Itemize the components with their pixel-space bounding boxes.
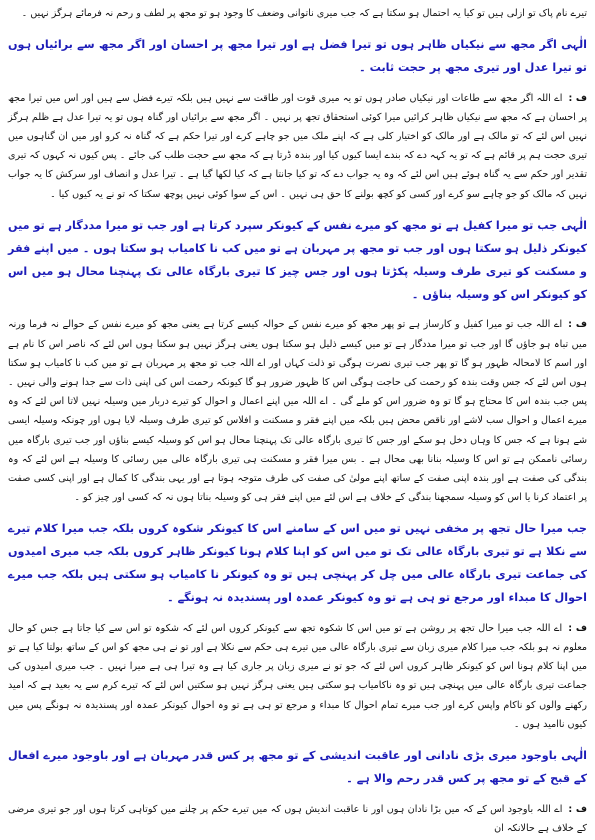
commentary-marker: ف : [568,803,587,815]
paragraph-text: اے اللہ جب تو میرا کفیل و کارساز ہے تو پھر مجھ کو میرے نفس کے حوالہ کیسے کرتا ہے یعنی مجھ کو میرے نفس کے حوالے نہ فرما ورنہ میں تباہ ہو جاؤں گا اور جب تو میرا مددگار ہے تو میں کیسے ذلیل ہو سکتا ہوں یعنی ہرگز نہیں ہو سکتا ہوں اس لئے کہ ناصر اس کا نام ہے اور اسم کا لامحالہ ظہور ہو گا تو پھر جب تیری نصرت ہوگی تو ذلت کہاں اور اے اللہ جب تو مجھ پر مہربان ہے تو میں کب نا کامیاب ہو سکتا ہوں اس لئے کہ جس وقت بندہ کو رحمت کی حاجت ہوگی اس کا ظہور ضرور ہو گا کیونکہ رحمت اس کی اپنی ذات سے جدا ہونے والی نہیں ۔ پس جب بندہ اس کا محتاج ہو گا تو وہ ضرور اس کو ملے گی ۔ اے اللہ میں اپنے اعمال و احوال کو تیرے دربار میں وسیلہ نہیں لاتا اس لئے کہ وہ میرے اعمال و احوال سب لاشے اور ناقص محض ہیں بلکہ میں اپنے فقر و مسکنت و افلاس کو تیری طرف وسیلہ لایا ہوں اور چونکہ وسیلہ ایسی شے ہونا ہے کہ جس کا وہاں دخل ہو سکے اور جس کا تیری بارگاہ عالی تک پہنچنا محال ہو اس کو وسیلہ کیسے بناؤں اور جب تیری بارگاہ میں رسائی ناممکن ہے تو اس کا وسیلہ بنانا بھی محال ہے ۔ بس میرا فقر و مسکنت ہی تیری بارگاہ عالی میں رسائی کا وسیلہ ہے اس لئے کہ وہ بندگی کی صفت ہے اور بندہ اپنی صفت کے ساتھ اپنے مولیٰ کی صفت کی طرف متوجہ ہوتا ہے اور یہی بندگی کا کمال ہے اور اپنی کسی صفت پر اعتماد کرنا یا اس کو وسیلہ سمجھنا بندگی کے خلاف ہے اس لئے میں اپنے فقر ہی کو وسیلہ بناتا ہوں نہ کہ کسی اور چیز کو ۔ [8,319,587,504]
commentary-paragraph [8,619,587,734]
commentary-marker: ف : [568,622,588,634]
dua-heading [8,517,587,609]
commentary-paragraph [8,800,587,838]
commentary-paragraph [8,89,587,204]
commentary-marker: ف : [568,92,587,104]
dua-heading [8,744,587,790]
commentary-paragraph [8,315,587,507]
commentary-marker: ف : [568,319,587,331]
heading-text: الٰہی جب تو میرا کفیل ہے تو مجھ کو میرے نفس کے کیونکر سپرد کرتا ہے اور جب تو میرا مددگار ہے تو میں کیونکر ذلیل ہو سکتا ہوں اور جب تو مجھ پر مہربان ہے تو میں کب نا کامیاب ہو سکتا ہوں ۔ میں اپنے فقر و مسکنت کو تیری طرف وسیلہ پکڑتا ہوں اور جس چیز کا تیری بارگاہ عالی تک پہنچنا محال ہو میں اس کو کیونکر اس کو وسیلہ بناؤں ۔ [8,218,587,301]
commentary-paragraph [8,4,587,23]
dua-heading [8,33,587,79]
paragraph-text: تیرے نام پاک تو ازلی ہیں تو کیا یہ احتمال ہو سکتا ہے کہ جب میری ناتوانی وضعف کا وجود ہو تو مجھ پر لطف و رحم نہ فرمائے ہرگز نہیں ۔ [21,8,587,19]
paragraph-text: اے اللہ باوجود اس کے کہ میں بڑا نادان ہوں اور نا عاقبت اندیش ہوں کہ میں تیرے حکم پر چلنے میں کوتاہی کرتا ہوں اور جو تیری مرضی کے خلاف ہے حالانکہ ان [8,803,587,834]
paragraph-text: اے اللہ اگر مجھ سے طاعات اور نیکیاں صادر ہوں تو یہ میری قوت اور طاقت سے نہیں ہیں بلکہ تیرے فضل سے ہیں اور اس میں تیرا مجھ پر احسان ہے کہ مجھ سے نیکیاں ظاہر کرائیں میرا کوئی استحقاق تجھ پر نہیں ۔ اگر مجھ سے برائیاں اور گناہ ہوں تو یہ تیرا عدل ہے ظلم ہرگز نہیں اس لئے کہ تو مالک ہے اور مالک کو اختیار کلی ہے کہ اپنے ملک میں جو چاہے کرے اور تیرا حکم ہے کہ گناہ نہ کرو اور میں ان گناہوں میں تیری حجت ہم پر قائم ہے کہ تو یہ کہہ دے کہ بندے ایسا کیوں کیا اور بندہ ڈرتا ہے کہ مجھ سے حجت طلب کی جائے ۔ پس کیوں نہ کہوں کہ تیری تقدیر اور حکم سے یہ گناہ ہوئے ہیں اس لئے کہ وہ یہ جواب دے کہ تو کیا جانتا ہے کہ کیا لکھا گیا ہے ۔ تیرا عدل و انصاف اور سرکش کا یہ جواب نہیں کہ مالک کو جو چاہے سو کرے اور کسی کو کچھ بولنے کا حق ہی نہیں ۔ اس کے سوا کوئی نہیں پوچھ سکتا کہ تو نے یہ کیوں کیا ۔ [8,92,587,200]
dua-heading [8,214,587,306]
heading-text: جب میرا حال تجھ پر مخفی نہیں تو میں اس کے سامنے اس کا کیونکر شکوہ کروں بلکہ جب میرا کلام تیرے سے نکلا ہے تو تیری بارگاہ عالی تک تو میں اس کو اپنا کلام ہونا کیونکر ظاہر کروں بلکہ جب میری امیدوں کی جماعت تیری بارگاہ عالی میں چل کر پہنچی ہیں تو وہ کیونکر نا کامیاب ہو سکتی ہیں بلکہ جب میرے احوال کا مبداء اور مرجع تو ہی ہے تو وہ کیونکر عمدہ اور پسندیدہ نہ ہونگے ۔ [8,522,587,605]
heading-text: الٰہی باوجود میری بڑی نادانی اور عاقبت اندیشی کے تو مجھ پر کس قدر مہربان ہے اور باوجود میرے افعال کے قبح کے تو مجھ پر کس قدر رحم والا ہے ۔ [8,748,587,785]
paragraph-text: اے اللہ جب میرا حال تجھ پر روشن ہے تو میں اس کا شکوہ تجھ سے کیونکر کروں اس لئے کہ شکوہ تو اس سے کیا جاتا ہے جس کو حال معلوم نہ ہو بلکہ جب میرا کلام میری زبان سے تیری بارگاہ عالی میں تیرے ہی حکم سے نکلا ہے اور تو نے ہی مجھ کو اس کے ساتھ بولتا کیا ہے تو میں اپنا کلام ہونا اس کو کیونکر ظاہر کروں اس لئے کہ جو تو نے میری زبان پر جاری کیا ہے وہ تیرا ہی ہے میرا نہیں ۔ جب میری امیدوں کی جماعت تیری بارگاہ عالی میں پہنچی ہیں تو وہ ناکامیاب ہو سکتی ہیں یعنی ہرگز نہیں ہو سکتیں اس لئے کہ تیرے کرم سے یہ بعید ہے کہ امید رکھنے والوں کو ناکام واپس کرے اور جب میرے تمام احوال کا مبداء و مرجع تو ہی ہے تو وہ احوال کیونکر عمدہ اور پسندیدہ نہ ہونگے پس میں کیوں ناامید ہوں ۔ [8,622,587,730]
heading-text: الٰہی اگر مجھ سے نیکیاں ظاہر ہوں تو تیرا فضل ہے اور تیرا مجھ پر احسان اور اگر مجھ سے برائیاں ہوں تو تیرا عدل اور تیری مجھ پر حجت ثابت ۔ [8,37,587,74]
